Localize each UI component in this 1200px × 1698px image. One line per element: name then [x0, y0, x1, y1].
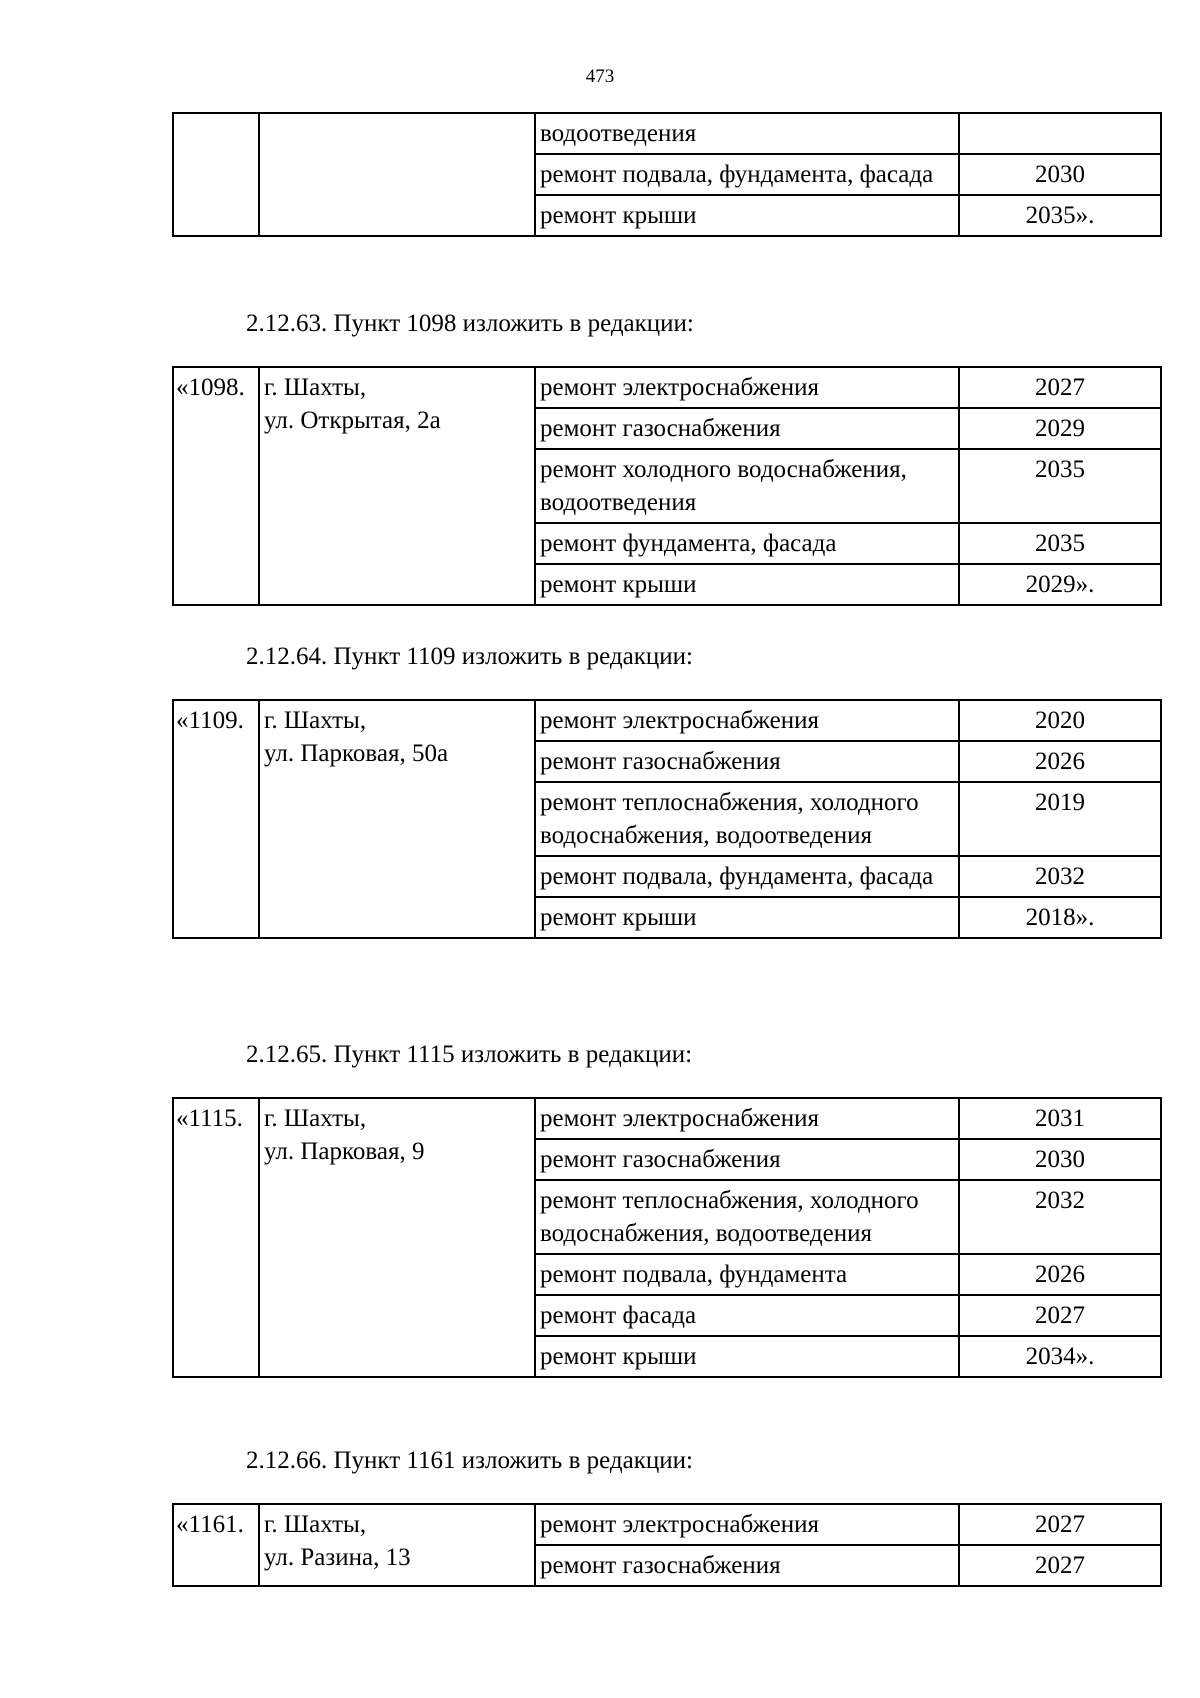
year-cell: 2030 — [959, 1139, 1161, 1180]
work-cell: ремонт крыши — [535, 1336, 959, 1377]
address-cell — [259, 113, 535, 236]
year-cell: 2027 — [959, 1545, 1161, 1586]
work-cell: ремонт газоснабжения — [535, 741, 959, 782]
year-cell: 2035 — [959, 523, 1161, 564]
work-cell: ремонт газоснабжения — [535, 1139, 959, 1180]
work-cell: ремонт электроснабжения — [535, 1098, 959, 1139]
year-cell: 2027 — [959, 1504, 1161, 1545]
year-cell: 2029». — [959, 564, 1161, 605]
number-cell — [173, 113, 259, 236]
work-cell: ремонт газоснабжения — [535, 408, 959, 449]
work-cell: ремонт крыши — [535, 195, 959, 236]
section-heading: 2.12.66. Пункт 1161 изложить в редакции: — [246, 1447, 693, 1474]
page-number: 473 — [585, 66, 615, 87]
address-street: ул. Открытая, 2а — [264, 407, 441, 434]
year-cell: 2032 — [959, 856, 1161, 897]
section-table — [172, 366, 1162, 606]
year-cell: 2029 — [959, 408, 1161, 449]
section-table — [172, 1097, 1162, 1378]
continued-table — [172, 112, 1162, 237]
item-number: «1161. — [173, 1504, 259, 1586]
year-cell: 2030 — [959, 154, 1161, 195]
work-cell: ремонт газоснабжения — [535, 1545, 959, 1586]
year-cell: 2034». — [959, 1336, 1161, 1377]
year-cell: 2026 — [959, 741, 1161, 782]
work-cell: ремонт электроснабжения — [535, 700, 959, 741]
year-cell: 2035 — [959, 449, 1161, 523]
year-cell: 2031 — [959, 1098, 1161, 1139]
work-cell: ремонт крыши — [535, 897, 959, 938]
section-heading: 2.12.64. Пункт 1109 изложить в редакции: — [246, 643, 693, 670]
item-number: «1115. — [173, 1098, 259, 1377]
section-heading: 2.12.63. Пункт 1098 изложить в редакции: — [246, 310, 694, 337]
year-cell: 2032 — [959, 1180, 1161, 1254]
address-cell — [259, 367, 535, 605]
work-cell: ремонт теплоснабжения, холодного водоснабжения, водоотведения — [535, 1180, 959, 1254]
address-city: г. Шахты, — [264, 1511, 367, 1538]
table-row — [173, 367, 1161, 408]
address-city: г. Шахты, — [264, 707, 367, 734]
item-number: «1109. — [173, 700, 259, 938]
work-cell: ремонт электроснабжения — [535, 1504, 959, 1545]
work-cell: ремонт фасада — [535, 1295, 959, 1336]
work-cell: ремонт фундамента, фасада — [535, 523, 959, 564]
table-row — [173, 113, 1161, 154]
work-cell: ремонт электроснабжения — [535, 367, 959, 408]
work-cell: ремонт подвала, фундамента, фасада — [535, 154, 959, 195]
section-table — [172, 1503, 1162, 1587]
year-cell: 2035». — [959, 195, 1161, 236]
section-table — [172, 699, 1162, 939]
work-cell: ремонт холодного водоснабжения, водоотведения — [535, 449, 959, 523]
address-city: г. Шахты, — [264, 374, 367, 401]
work-cell: ремонт подвала, фундамента, фасада — [535, 856, 959, 897]
year-cell: 2019 — [959, 782, 1161, 856]
table-row — [173, 700, 1161, 741]
address-street: ул. Парковая, 9 — [264, 1138, 425, 1165]
year-cell: 2018». — [959, 897, 1161, 938]
work-cell: ремонт теплоснабжения, холодного водоснабжения, водоотведения — [535, 782, 959, 856]
table-row — [173, 1098, 1161, 1139]
address-street: ул. Парковая, 50а — [264, 740, 449, 767]
year-cell: 2027 — [959, 1295, 1161, 1336]
year-cell: 2026 — [959, 1254, 1161, 1295]
address-cell — [259, 1098, 535, 1377]
item-number: «1098. — [173, 367, 259, 605]
address-cell — [259, 700, 535, 938]
section-heading: 2.12.65. Пункт 1115 изложить в редакции: — [246, 1041, 693, 1068]
address-street: ул. Разина, 13 — [264, 1544, 411, 1571]
year-cell: 2027 — [959, 367, 1161, 408]
year-cell — [959, 113, 1161, 154]
work-cell: ремонт крыши — [535, 564, 959, 605]
address-city: г. Шахты, — [264, 1105, 367, 1132]
work-cell: ремонт подвала, фундамента — [535, 1254, 959, 1295]
address-cell — [259, 1504, 535, 1586]
table-row — [173, 1504, 1161, 1545]
year-cell: 2020 — [959, 700, 1161, 741]
work-cell: водоотведения — [535, 113, 959, 154]
